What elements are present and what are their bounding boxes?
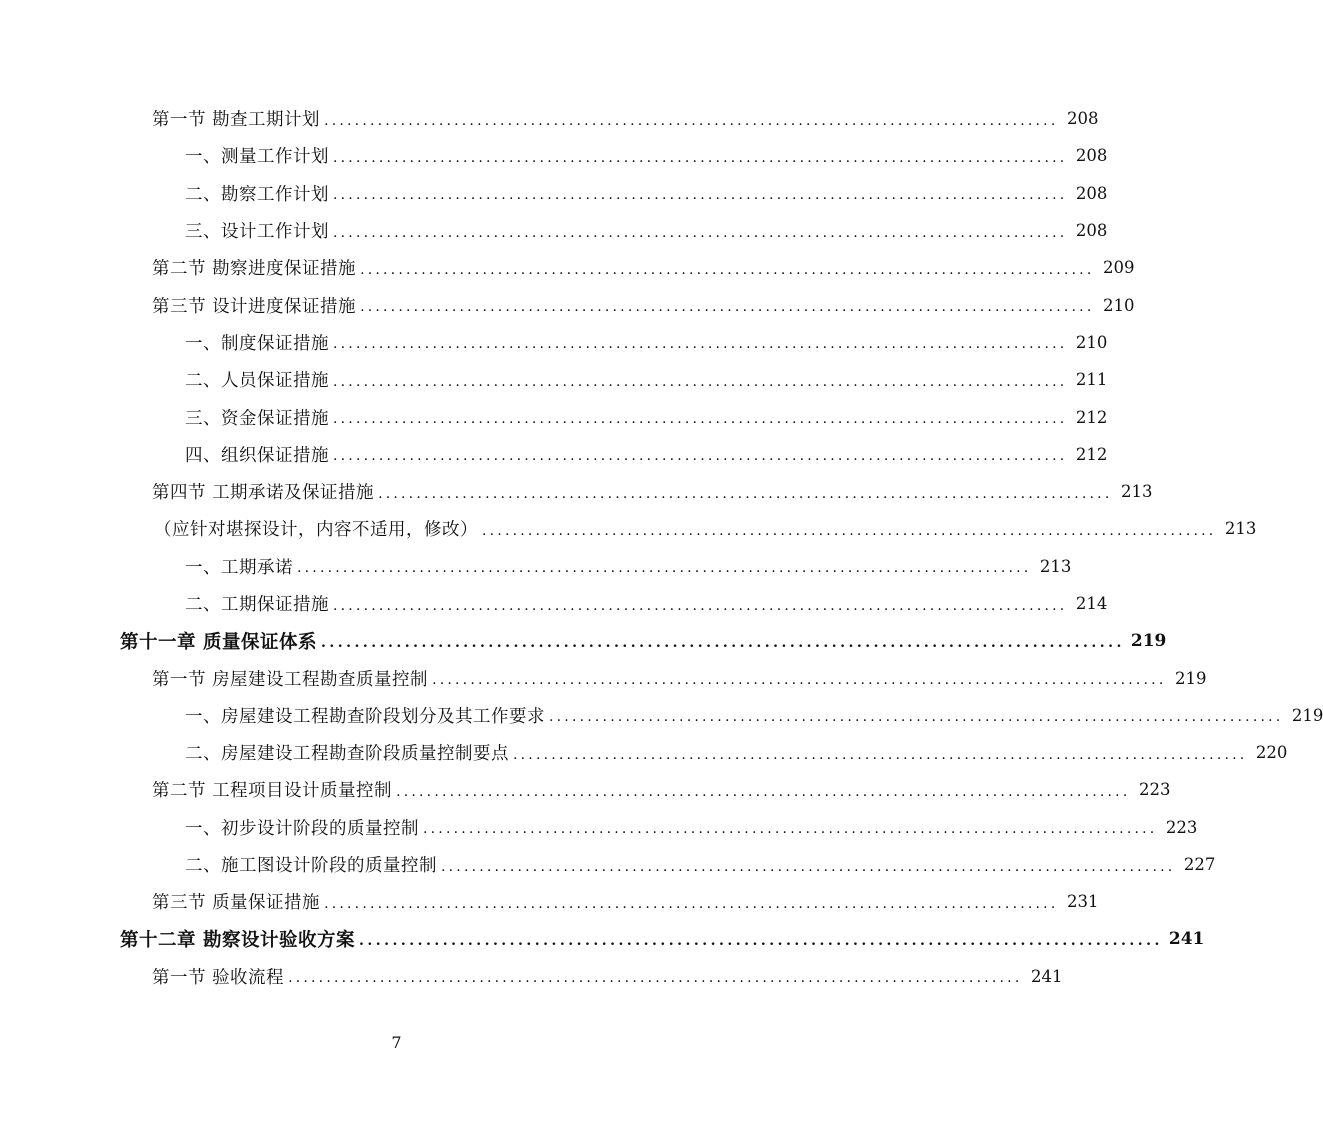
toc-entry[interactable]: [0, 697, 1323, 734]
toc-entry-page: 208: [1075, 146, 1108, 166]
toc-entry[interactable]: [0, 585, 1108, 622]
toc-entry[interactable]: [0, 846, 1216, 883]
toc-entry-title: 第二节 工程项目设计质量控制: [152, 781, 393, 802]
toc-entry[interactable]: [0, 100, 1099, 137]
toc-leader: ................................................................................................: [320, 634, 1125, 651]
toc-entry-title: 二、勘察工作计划: [185, 184, 329, 205]
toc-leader: ................................................................................................: [324, 112, 1059, 129]
toc-entry-page: 213: [1039, 556, 1072, 576]
toc-leader: ................................................................................................: [333, 224, 1068, 241]
toc-chapter-page: 241: [1168, 929, 1205, 950]
toc-entry[interactable]: [0, 212, 1108, 249]
toc-leader: ................................................................................................: [333, 336, 1068, 353]
toc-entry-page: 241: [1030, 966, 1063, 986]
toc-entry-title: 二、房屋建设工程勘查阶段质量控制要点: [185, 744, 509, 765]
toc-entry-title: 第三节 质量保证措施: [152, 893, 321, 914]
toc-entry-title: 一、工期承诺: [185, 557, 293, 578]
toc-entry-title: 第一节 房屋建设工程勘查质量控制: [152, 669, 429, 690]
toc-entry-page: 208: [1066, 109, 1099, 129]
toc-entry-title: 第三节 设计进度保证措施: [152, 296, 357, 317]
toc-entry-title: 一、制度保证措施: [185, 333, 329, 354]
toc-entry[interactable]: [0, 809, 1198, 846]
toc-chapter-page: 219: [1130, 630, 1167, 651]
toc-leader: ................................................................................................: [423, 821, 1158, 838]
toc-entry[interactable]: [0, 958, 1063, 995]
toc-entry-title: 第二节 勘察进度保证措施: [152, 259, 357, 280]
toc-entry-title: 一、房屋建设工程勘查阶段划分及其工作要求: [185, 706, 545, 727]
toc-entry-page: 212: [1075, 407, 1108, 427]
toc-leader: ................................................................................................: [432, 672, 1167, 689]
toc-entry-page: 231: [1066, 892, 1099, 912]
toc-entry-page: 227: [1183, 855, 1216, 875]
toc-entry-page: 219: [1291, 705, 1323, 725]
toc-entry-page: 223: [1138, 780, 1171, 800]
toc-entry-title: 三、资金保证措施: [185, 408, 329, 429]
toc-leader: ................................................................................................: [333, 187, 1068, 204]
toc-leader: ................................................................................................: [360, 299, 1095, 316]
toc-entry-title: 一、测量工作计划: [185, 147, 329, 168]
toc-entry[interactable]: [0, 286, 1135, 323]
toc-leader: ................................................................................................: [333, 373, 1068, 390]
toc-entry[interactable]: [0, 398, 1108, 435]
toc-entry-page: 219: [1174, 668, 1207, 688]
toc-entry[interactable]: [0, 249, 1135, 286]
toc-entry[interactable]: [0, 473, 1153, 510]
toc-entry-title: 第一节 勘查工期计划: [152, 110, 321, 131]
toc-entry-title: 二、人员保证措施: [185, 371, 329, 392]
toc-leader: ................................................................................................: [333, 411, 1068, 428]
toc-entry-page: 214: [1075, 594, 1108, 613]
toc-entry[interactable]: [0, 883, 1099, 920]
toc-chapter-entry[interactable]: [0, 622, 1167, 659]
toc-entry-title: 三、设计工作计划: [185, 222, 329, 243]
toc-entry-title: （应针对堪探设计，内容不适用，修改）: [154, 520, 478, 541]
toc-entry[interactable]: [0, 175, 1108, 212]
toc-entry[interactable]: [0, 659, 1207, 696]
toc-leader: ................................................................................................: [333, 597, 1068, 614]
toc-entry-title: 第四节 工期承诺及保证措施: [152, 483, 375, 504]
toc-entry[interactable]: [0, 771, 1171, 808]
toc-entry[interactable]: [0, 548, 1072, 585]
toc-entry-page: 211: [1075, 370, 1108, 390]
toc-entry-title: 第一节 验收流程: [152, 967, 285, 988]
toc-leader: ................................................................................................: [333, 448, 1068, 465]
toc-leader: ................................................................................................: [288, 970, 1023, 987]
toc-leader: ................................................................................................: [358, 933, 1163, 950]
toc-entry-page: 223: [1165, 817, 1198, 837]
toc-entry-page: 220: [1255, 743, 1288, 763]
toc-leader: ................................................................................................: [513, 746, 1248, 763]
toc-entry-title: 一、初步设计阶段的质量控制: [185, 818, 419, 839]
toc-entry-page: 213: [1120, 482, 1153, 502]
toc-entry[interactable]: [0, 361, 1108, 398]
toc-leader: ................................................................................................: [324, 895, 1059, 912]
toc-entry-page: 208: [1075, 221, 1108, 241]
toc-entry-title: 二、施工图设计阶段的质量控制: [185, 856, 437, 877]
toc-entry-page: 209: [1102, 258, 1135, 278]
toc-chapter-title: 第十二章 勘察设计验收方案: [120, 930, 355, 952]
toc-entry[interactable]: [0, 510, 1257, 547]
toc-entry-page: 208: [1075, 183, 1108, 203]
toc-entry-page: 213: [1224, 519, 1257, 539]
toc-entry[interactable]: [0, 137, 1108, 174]
toc-entry[interactable]: [0, 436, 1108, 473]
toc-entry[interactable]: [0, 324, 1108, 361]
toc-leader: ................................................................................................: [482, 522, 1217, 539]
toc-leader: ................................................................................................: [378, 485, 1113, 502]
toc-entry-page: 210: [1075, 332, 1108, 352]
toc-leader: ................................................................................................: [360, 261, 1095, 278]
toc-chapter-entry[interactable]: [0, 921, 1205, 958]
toc-leader: ................................................................................................: [297, 560, 1032, 577]
toc-leader: ................................................................................................: [333, 149, 1068, 166]
toc-entry[interactable]: [0, 734, 1288, 771]
toc-leader: ................................................................................................: [396, 783, 1131, 800]
toc-entry-page: 212: [1075, 444, 1108, 464]
toc-chapter-title: 第十一章 质量保证体系: [120, 631, 317, 653]
toc-entry-page: 210: [1102, 295, 1135, 315]
page-number: 7: [391, 1033, 402, 1052]
toc-entry-title: 四、组织保证措施: [185, 445, 329, 466]
toc-leader: ................................................................................................: [441, 858, 1176, 875]
toc-entry-title: 二、工期保证措施: [185, 595, 329, 615]
table-of-contents: [0, 100, 1323, 995]
toc-leader: ................................................................................................: [549, 709, 1284, 726]
